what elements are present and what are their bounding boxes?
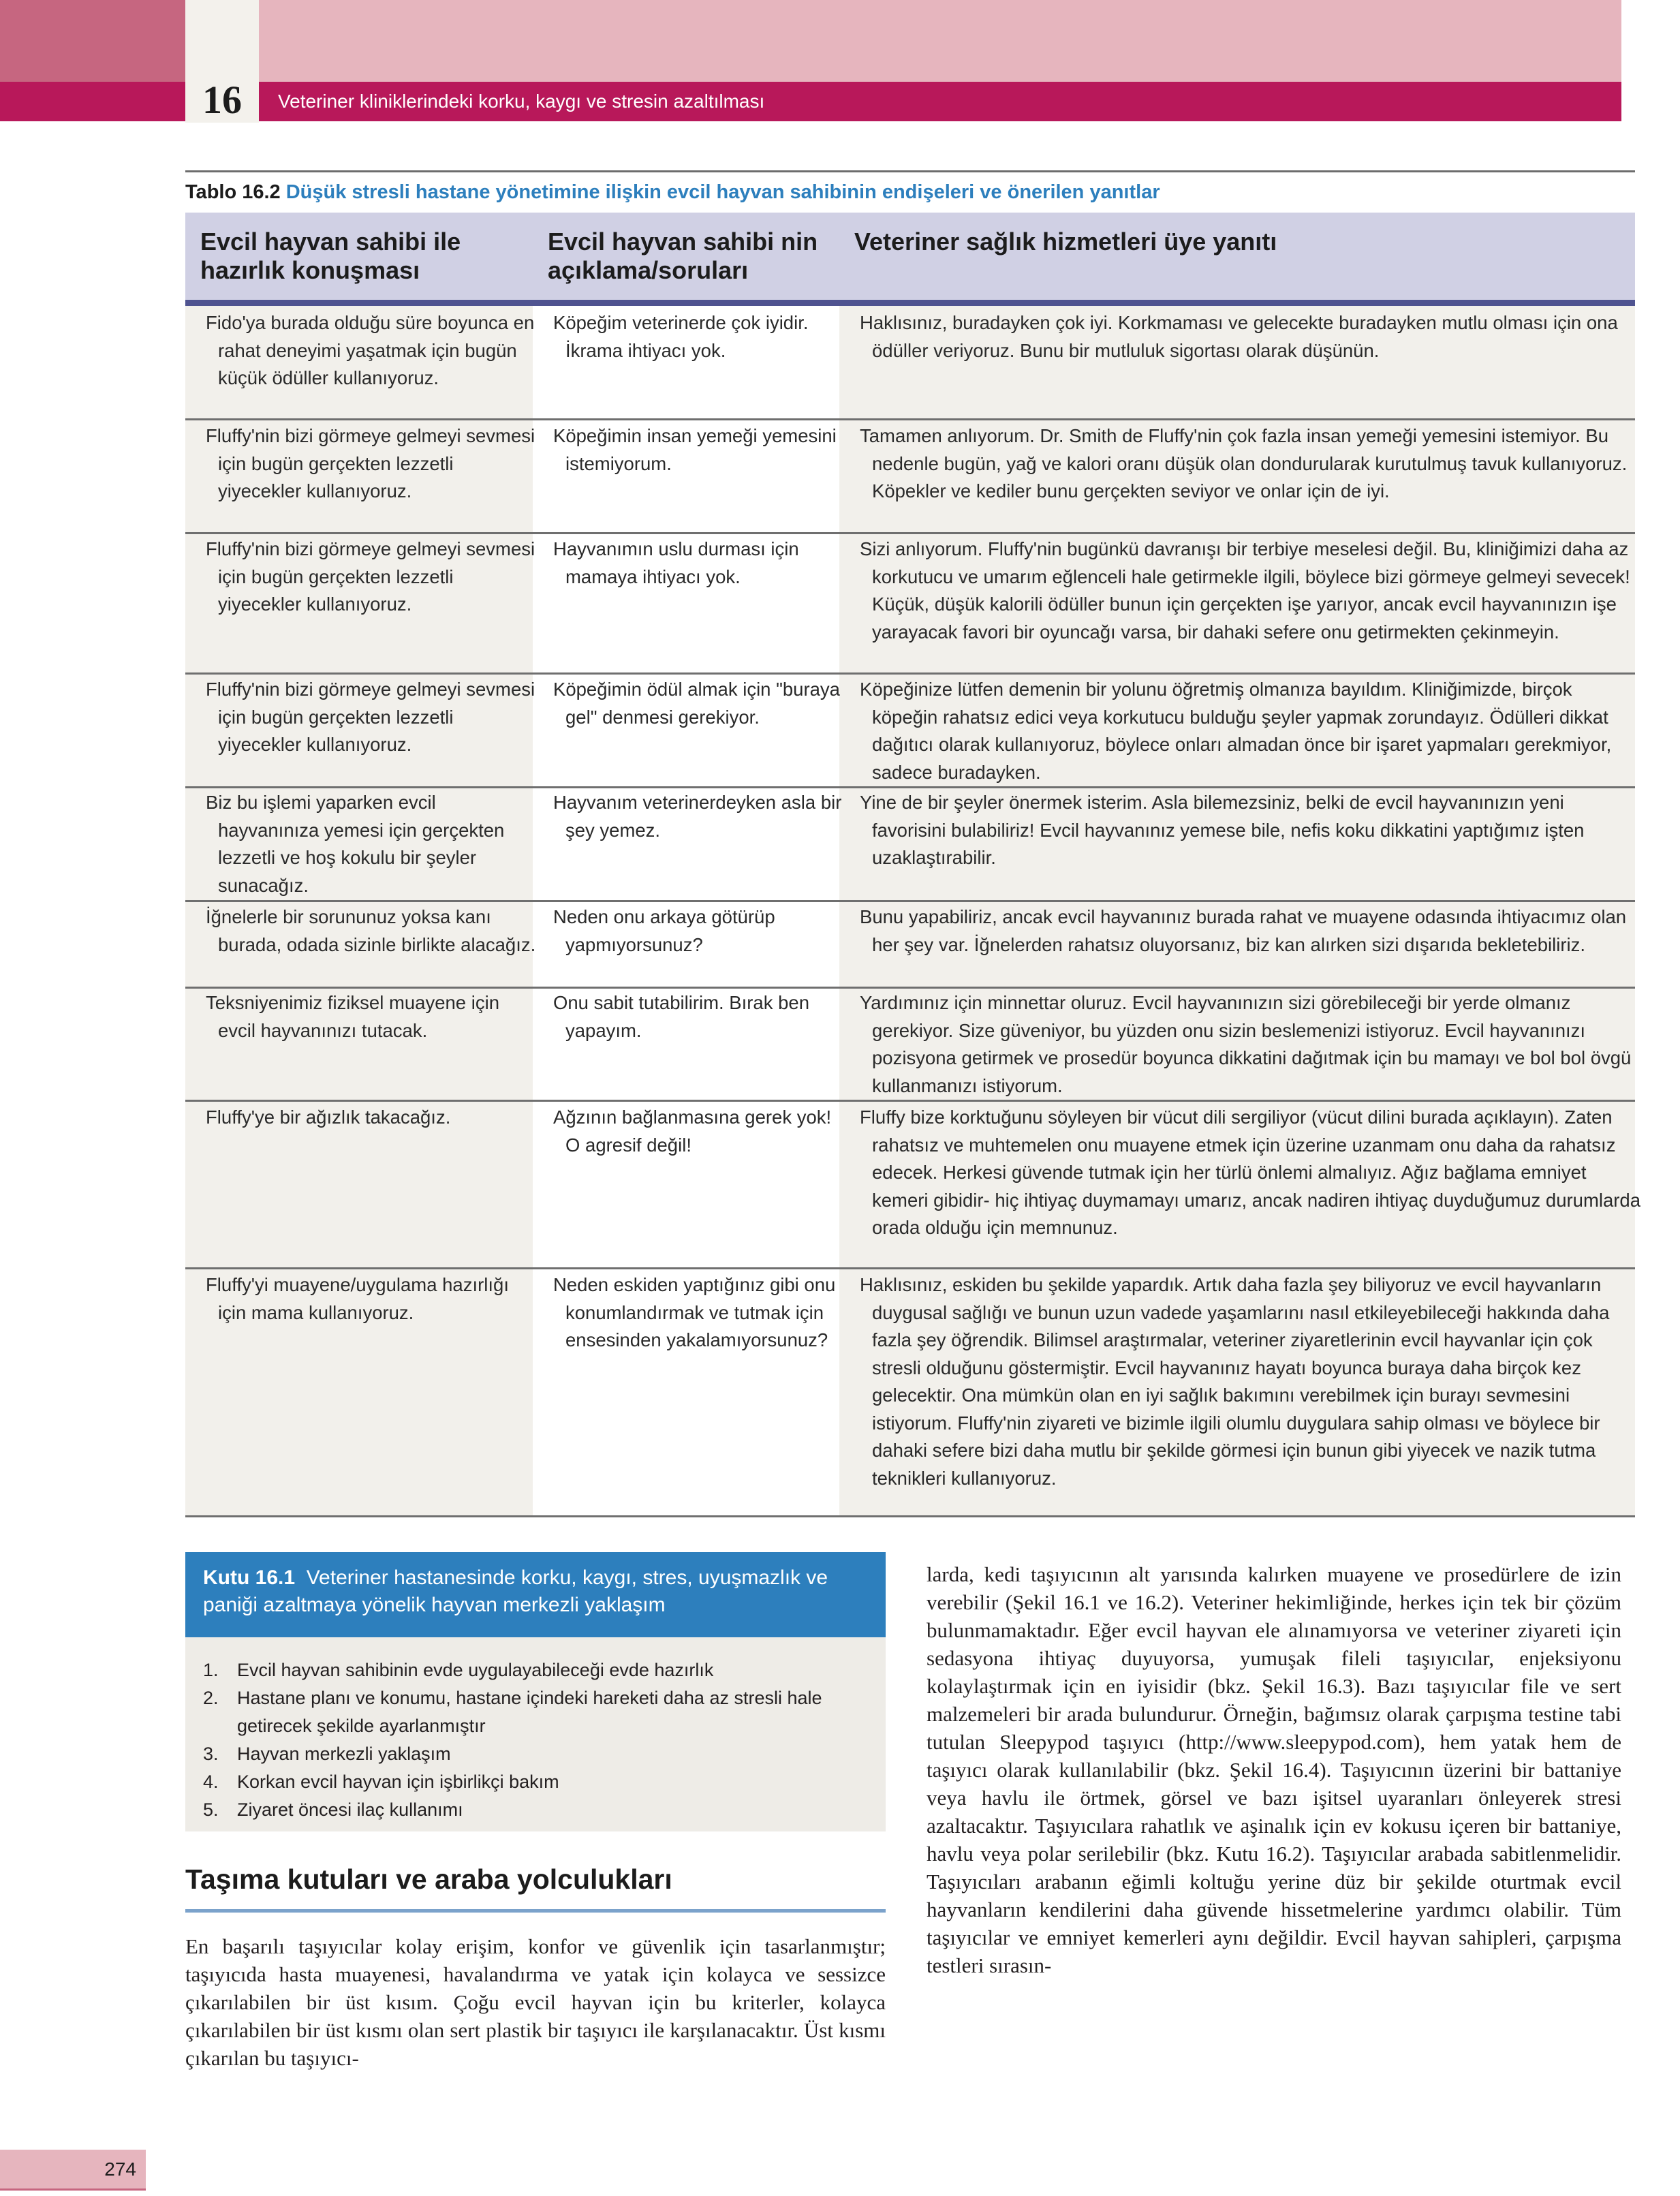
- table-cell: Biz bu işlemi yaparken evcil hayvanınıza yemesi için gerçekten lezzetli ve hoş kokulu bir şeyler sunacağız.: [206, 792, 505, 896]
- column-header-owner-prep: Evcil hayvan sahibi ile hazırlık konuşması: [200, 228, 461, 284]
- row-divider: [185, 532, 1635, 534]
- list-item: 1. Evcil hayvan sahibinin evde uygulayabileceği evde hazırlık: [203, 1660, 714, 1680]
- table-label: Tablo 16.2: [185, 181, 281, 203]
- table-cell: Fluffy'nin bizi görmeye gelmeyi sevmesi için bugün gerçekten lezzetli yiyecekler kullanıyoruz.: [206, 538, 535, 615]
- table-caption: [185, 179, 1160, 206]
- table-cell: Fluffy'yi muayene/uygulama hazırlığı için mama kullanıyoruz.: [206, 1274, 509, 1323]
- table-cell: Onu sabit tutabilirim. Bırak ben yapayım.: [553, 992, 810, 1041]
- box-body: [185, 1637, 886, 1831]
- row-divider: [185, 672, 1635, 675]
- table-cell: Yine de bir şeyler önermek isterim. Asla bilemezsiniz, belki de evcil hayvanınızın yeni favorisini bulabiliriz! Evcil hayvanınız yemese bile, nefis koku dikkatini yaptığımız işten uzaklaştırabilir.: [860, 792, 1585, 868]
- table-cell: Bunu yapabiliriz, ancak evcil hayvanınız burada rahat ve muayene odasında ihtiyacımız olan her şey var. İğnelerden rahatsız oluyorsanız, biz kan alırken sizi dışarıda bekletebiliriz.: [860, 906, 1627, 955]
- box-header: [185, 1552, 886, 1637]
- header-decor-block: [259, 0, 1621, 82]
- list-item: 4. Korkan evcil hayvan için işbirlikçi bakım: [203, 1772, 559, 1792]
- table-cell: Fluffy bize korktuğunu söyleyen bir vücut dili sergiliyor (vücut dilini burada açıklayın). Zaten rahatsız ve muhtemelen onu muayene etmek için üzerine uzanmam onu daha da rahatsız edecek. Herkesi güvende tutmak için her türlü önlemi almalıyız. Ağız bağlama emniyet kemeri gibidir- hiç ihtiyaç duymamayı umarız, ancak nadiren ihtiyaç duyduğumuz durumlarda orada olduğu için memnunuz.: [860, 1107, 1640, 1238]
- table-cell: Fluffy'ye bir ağızlık takacağız.: [206, 1107, 451, 1128]
- table-cell: Köpeğimin ödül almak için "buraya gel" denmesi gerekiyor.: [553, 679, 840, 728]
- row-divider: [185, 900, 1635, 902]
- row-divider: [185, 1267, 1635, 1269]
- list-item: 2. Hastane planı ve konumu, hastane içindeki hareketi daha az stresli hale getirecek şekilde ayarlanmıştır: [203, 1688, 822, 1736]
- row-divider: [185, 1100, 1635, 1102]
- column-header-owner-questions: Evcil hayvan sahibi nin açıklama/soruları: [548, 228, 818, 284]
- column-header-staff-response: Veteriner sağlık hizmetleri üye yanıtı: [854, 228, 1277, 256]
- table-cell: Hayvanım veterinerdeyken asla bir şey yemez.: [553, 792, 842, 841]
- table-cell: Teksniyenimiz fiziksel muayene için evcil hayvanınızı tutacak.: [206, 992, 499, 1041]
- table-cell: Köpeğim veterinerde çok iyidir. İkrama ihtiyacı yok.: [553, 312, 809, 361]
- box-label: Kutu 16.1: [203, 1566, 296, 1589]
- table-header: [185, 213, 1635, 301]
- table-cell: Yardımınız için minnettar oluruz. Evcil hayvanınızın sizi görebileceği bir yerde olmanız gerekiyor. Size güveniyor, bu yüzden onu sizin beslemenizi istiyoruz. Evcil hayvanınızı pozisyona getirmek ve prosedür boyunca dikkatini dağıtmak için bu mamayı ve bol bol övgü kullanmanızı istiyorum.: [860, 992, 1632, 1096]
- table-cell: Hayvanımın uslu durması için mamaya ihtiyacı yok.: [553, 538, 799, 587]
- box-list: [203, 1656, 872, 1824]
- table-cell: Ağzının bağlanmasına gerek yok! O agresif değil!: [553, 1107, 832, 1156]
- row-divider: [185, 786, 1635, 788]
- row-divider: [185, 987, 1635, 989]
- table-cell: Fido'ya burada olduğu süre boyunca en rahat deneyimi yaşatmak için bugün küçük ödüller kullanıyoruz.: [206, 312, 535, 388]
- table-bottom-rule: [185, 1515, 1635, 1517]
- body-paragraph-left: En başarılı taşıyıcılar kolay erişim, konfor ve güvenlik için tasarlanmıştır; taşıyıcıda hasta muayenesi, havalandırma ve yatak için kolayca ve sessizce çıkarılabilen bir üst kısım. Çoğu evcil hayvan için bu kriterler, kolayca çıkarılabilen bir üst kısmı olan sert plastik bir taşıyıcı ile karşılanacaktır. Üst kısmı çıkarılan bu taşıyıcı-: [185, 1934, 886, 2070]
- section-rule: [185, 1909, 886, 1913]
- header-decor-block: [0, 0, 185, 82]
- table-top-rule: [185, 170, 1635, 172]
- list-item: 5. Ziyaret öncesi ilaç kullanımı: [203, 1799, 463, 1820]
- table-cell: Köpeğinize lütfen demenin bir yolunu öğretmiş olmanıza bayıldım. Kliniğimizde, birçok köpeğin rahatsız edici veya korkutucu bulduğu şeyler yapmak zorundayız. Ödülleri dikkat dağıtıcı olarak kullanıyoruz, böylece onları almadan önce bir işaret yapmaları gerekmiyor, sadece buradayken.: [860, 679, 1612, 783]
- table-cell: Haklısınız, buradayken çok iyi. Korkmaması ve gelecekte buradayken mutlu olması için ona ödüller veriyoruz. Bunu bir mutluluk sigortası olarak düşünün.: [860, 312, 1618, 361]
- chapter-title: Veteriner kliniklerindeki korku, kaygı ve stresin azaltılması: [278, 91, 765, 112]
- page-number: 274: [104, 2159, 136, 2180]
- table-cell: Sizi anlıyorum. Fluffy'nin bugünkü davranışı bir terbiye meselesi değil. Bu, kliniğimizi daha az korkutucu ve umarım eğlenceli hale getirmekle ilgili, böylece bizi görmeye gelmeyi sevecek! Küçük, düşük kalorili ödüller bunun için gerçekten işe yarıyor, ancak evcil hayvanınızın işe yarayacak favori bir oyuncağı varsa, bir dahaki sefere onu getirmekten çekinmeyin.: [860, 538, 1630, 643]
- table-title: Düşük stresli hastane yönetimine ilişkin evcil hayvan sahibinin endişeleri ve önerilen yanıtlar: [285, 181, 1160, 203]
- list-item: 3. Hayvan merkezli yaklaşım: [203, 1744, 451, 1764]
- table-header-rule: [185, 300, 1635, 306]
- table-cell: Tamamen anlıyorum. Dr. Smith de Fluffy'nin çok fazla insan yemeği yemesini istemiyor. Bu nedenle bugün, yağ ve kalori oranı düşük olan dondurularak kurutulmuş tavuk kullanıyoruz. Köpekler ve kediler bunu gerçekten seviyor ve onlar için de iyi.: [860, 425, 1628, 501]
- table-cell: Haklısınız, eskiden bu şekilde yapardık. Artık daha fazla şey biliyoruz ve evcil hayvanların duygusal sağlığı ve bunun uzun vadede yaşamlarını nasıl etkileyebileceği hakkında daha fazla şey öğrendik. Bilimsel araştırmalar, veteriner ziyaretlerinin evcil hayvanlar için çok stresli olduğunu göstermiştir. Evcil hayvanınız hayatı boyunca buraya daha birçok kez gelecektir. Ona mümkün olan en iyi sağlık bakımını verebilmek için burayı sevmesini istiyorum. Fluffy'nin ziyareti ve bizimle ilgili olumlu duygulara sahip olması ve böylece bir dahaki sefere bizi daha mutlu bir şekilde görmesi için bunun gibi yiyecek ve nazik tutma teknikleri kullanıyoruz.: [860, 1274, 1610, 1489]
- box-title: Veteriner hastanesinde korku, kaygı, stres, uyuşmazlık ve paniği azaltmaya yönelik hayvan merkezli yaklaşım: [203, 1566, 828, 1616]
- table-cell: Fluffy'nin bizi görmeye gelmeyi sevmesi için bugün gerçekten lezzetli yiyecekler kullanıyoruz.: [206, 425, 535, 501]
- table-cell: Köpeğimin insan yemeği yemesini istemiyorum.: [553, 425, 837, 474]
- table-cell: Neden onu arkaya götürüp yapmıyorsunuz?: [553, 906, 775, 955]
- header-band: [0, 82, 185, 121]
- chapter-number: 16: [202, 78, 242, 122]
- table-cell: İğnelerle bir sorununuz yoksa kanı burada, odada sizinle birlikte alacağız.: [206, 906, 536, 955]
- section-heading: Taşıma kutuları ve araba yolculukları: [185, 1863, 672, 1895]
- table-cell: Fluffy'nin bizi görmeye gelmeyi sevmesi için bugün gerçekten lezzetli yiyecekler kullanıyoruz.: [206, 679, 535, 755]
- body-paragraph-right: larda, kedi taşıyıcının alt yarısında kalırken muayene ve prosedürlere de izin verebilir (Şekil 16.1 ve 16.2). Veteriner hekimliğinde, herkes için tek bir çözüm bulunmamaktadır. Eğer evcil hayvan ele alınamıyorsa ve veteriner ziyareti için sedasyona ihtiyaç duyuyorsa, yumuşak fileli taşıyıcılar, enjeksiyonu kolaylaştırmak için en iyisidir (bkz. Şekil 16.3). Bazı taşıyıcılar file ve sert malzemeleri bir arada bulundurur. Örneğin, bağımsız olarak çarpışma testine tabi tutulan Sleepypod taşıyıcı (http://www.sleepypod.com), hem yatak hem de taşıyıcı olarak kullanılabilir (bkz. Şekil 16.4). Taşıyıcının üzerini bir battaniye veya havlu ile örtmek, görsel ve bazı işitsel uyaranları önleyerek stresi azaltacaktır. Taşıyıcılara rahatlık ve aşinalık için ev kokusu içeren bir battaniye, havlu veya polar serilebilir (bkz. Kutu 16.2). Taşıyıcılar arabada sabitlenmelidir. Taşıyıcıları arabanın eğimli koltuğu yerine düz bir şekilde oturtmak evcil hayvanların kendilerini daha güvende hissetmelerine yardımcı olabilir. Tüm taşıyıcılar ve emniyet kemerleri aynı değildir. Evcil hayvan sahipleri, çarpışma testleri sırasın-: [927, 1562, 1621, 1977]
- row-divider: [185, 418, 1635, 420]
- table-cell: Neden eskiden yaptığınız gibi onu konumlandırmak ve tutmak için ensesinden yakalamıyorsunuz?: [553, 1274, 836, 1350]
